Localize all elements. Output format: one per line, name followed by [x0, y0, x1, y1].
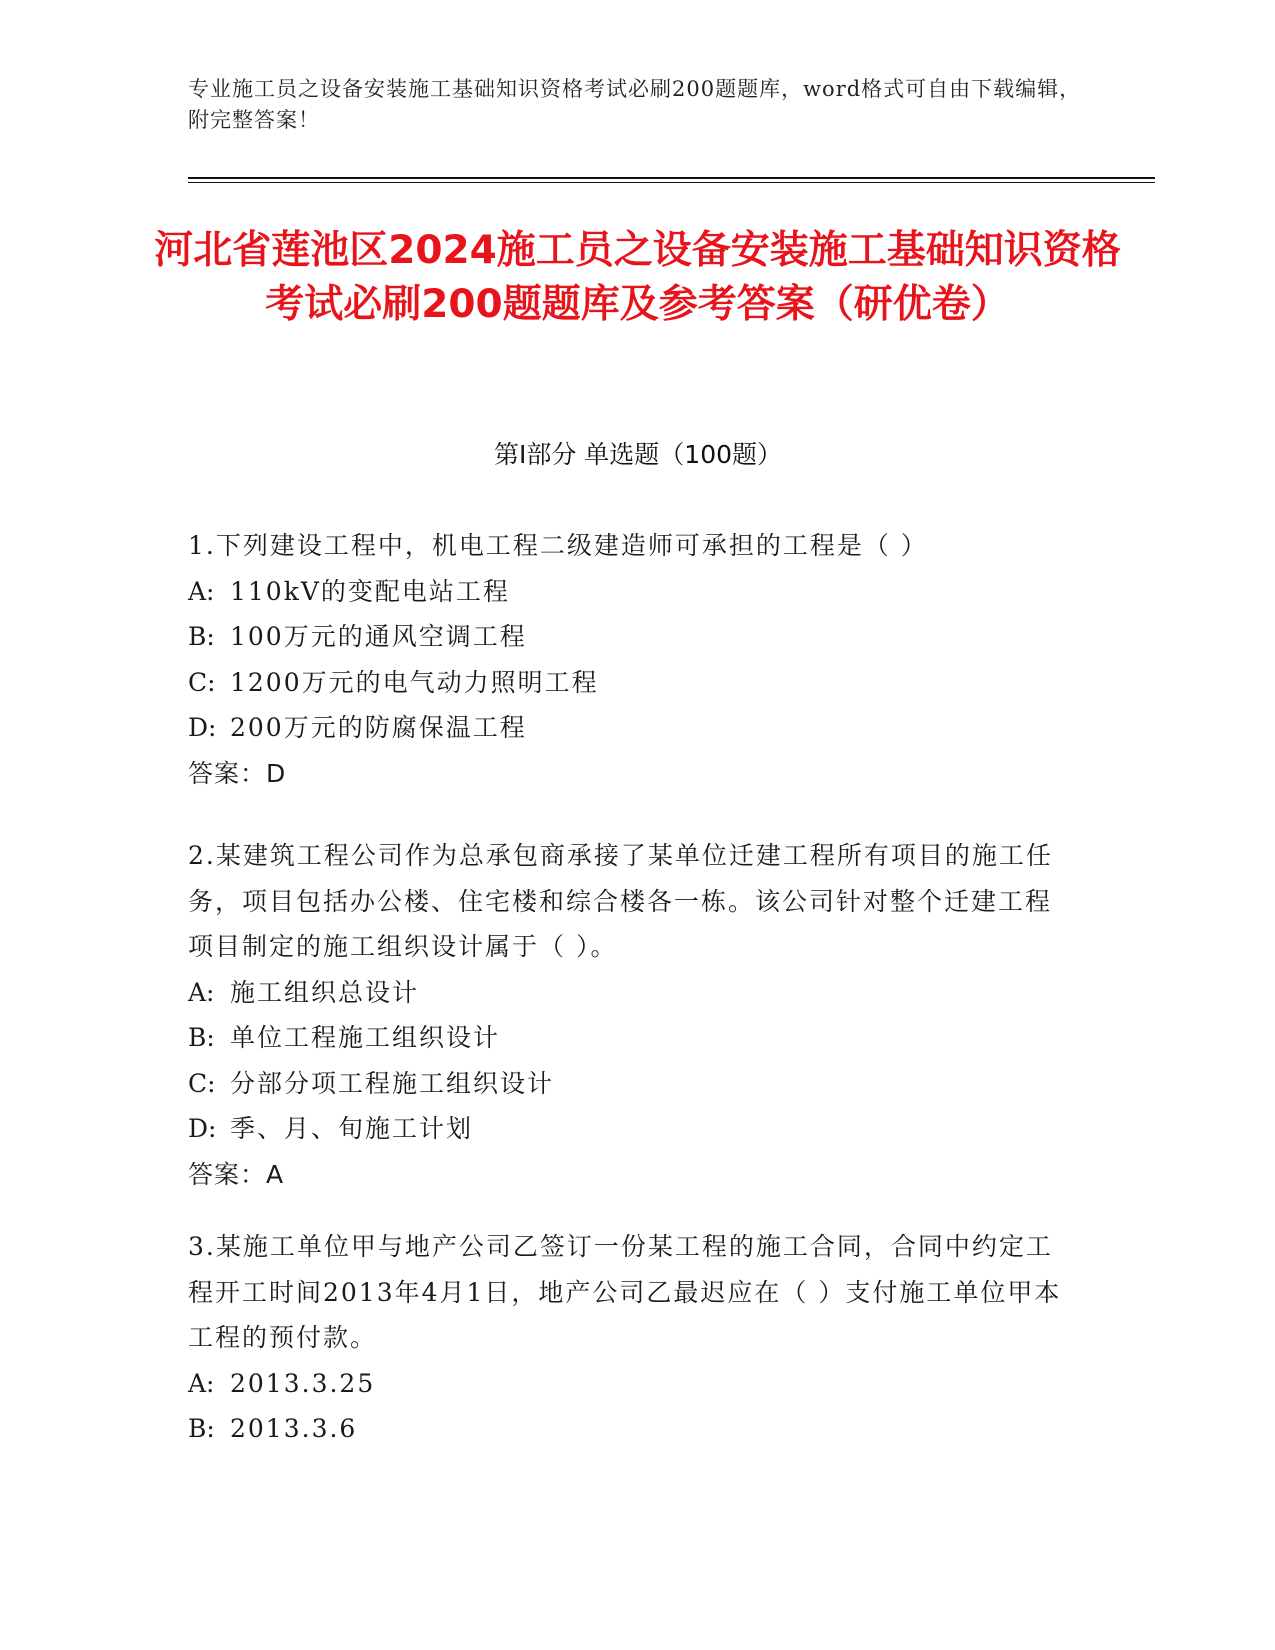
option-c [188, 660, 1068, 706]
option-text: 2013.3.6 [230, 1414, 358, 1443]
option-text: 季、月、旬施工计划 [230, 1114, 474, 1143]
question-1 [188, 523, 1068, 796]
answer: 答案：D [188, 758, 287, 788]
option-c [188, 1061, 1068, 1107]
option-letter: C: [188, 1068, 216, 1098]
option-letter: B: [188, 1023, 215, 1052]
option-b [188, 614, 1068, 660]
option-text: 110kV的变配电站工程 [230, 576, 510, 606]
question-text: 3.某施工单位甲与地产公司乙签订一份某工程的施工合同，合同中约定工程开工时间2013年4月1日，地产公司乙最迟应在（ ）支付施工单位甲本工程的预付款。 [188, 1232, 1062, 1352]
header-divider-thin [188, 182, 1155, 183]
option-letter: C: [188, 667, 216, 697]
question-text: 2.某建筑工程公司作为总承包商承接了某单位迁建工程所有项目的施工任务，项目包括办公楼、住宅楼和综合楼各一栋。该公司针对整个迁建工程项目制定的施工组织设计属于（ ）。 [188, 841, 1053, 961]
question-3 [188, 1224, 1068, 1452]
question-text: 1.下列建设工程中，机电工程二级建造师可承担的工程是（ ） [188, 531, 928, 560]
header-note: 专业施工员之设备安装施工基础知识资格考试必刷200题题库，word格式可自由下载编辑，附完整答案！ [188, 77, 1082, 132]
option-text: 施工组织总设计 [230, 977, 420, 1007]
option-letter: B: [188, 1414, 215, 1443]
option-text: 2013.3.25 [230, 1368, 376, 1398]
option-b [188, 1406, 1068, 1452]
question-2 [188, 833, 1068, 1197]
option-text: 100万元的通风空调工程 [230, 622, 527, 651]
option-text: 分部分项工程施工组织设计 [230, 1068, 555, 1098]
option-a [188, 1361, 1068, 1407]
option-d [188, 705, 1068, 751]
header-divider-thick [188, 177, 1155, 179]
option-letter: B: [188, 622, 215, 651]
option-letter: D: [188, 713, 217, 742]
option-a [188, 970, 1068, 1016]
option-letter: D: [188, 1114, 217, 1143]
option-a [188, 569, 1068, 615]
option-letter: A: [188, 1368, 215, 1398]
option-text: 1200万元的电气动力照明工程 [230, 667, 599, 697]
section-title: 第Ⅰ部分 单选题（100题） [493, 440, 783, 469]
document-title: 河北省莲池区2024施工员之设备安装施工基础知识资格考试必刷200题题库及参考答案（研优卷） [154, 228, 1121, 327]
option-text: 200万元的防腐保温工程 [230, 713, 527, 742]
option-letter: A: [188, 977, 215, 1007]
option-d [188, 1106, 1068, 1152]
option-text: 单位工程施工组织设计 [230, 1023, 501, 1052]
option-b [188, 1015, 1068, 1061]
answer: 答案：A [188, 1159, 285, 1189]
option-letter: A: [188, 576, 215, 606]
